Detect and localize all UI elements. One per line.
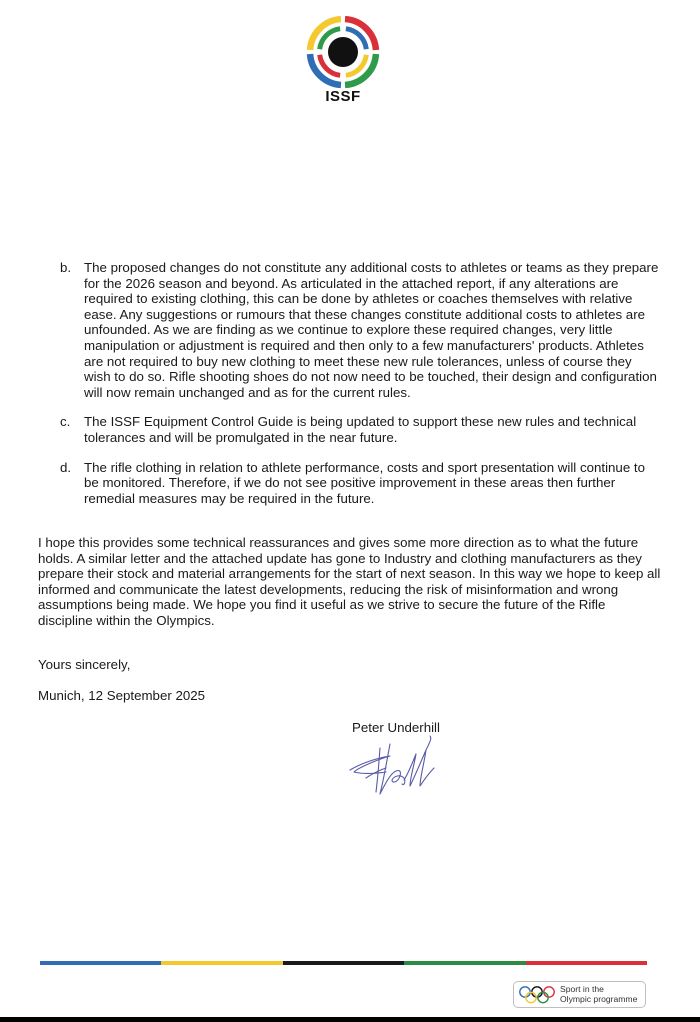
stripe-segment-black (283, 961, 404, 965)
list-item-text: The proposed changes do not constitute any additional costs to athletes or teams as they prepare for the 2026 season and beyond. As articulated in the attached report, if any alterations are required to existing clothing, this can be done by athletes or coaches themselves with relative ease. Any suggestions or rumours that these changes constitute additional costs to athletes are unfounded. As we are finding as we continue to explore these required changes, very little manipulation or adjustment is required and then only to a few manufacturers' products. Athletes are not required to buy new clothing to meet these new rule tolerances, unless of course they wish to do so. Rifle shooting shoes do not now need to be touched, their design and configuration will now remain unchanged and as for the current rules. (84, 260, 659, 400)
signature-icon (346, 734, 442, 798)
stripe-segment-red (526, 961, 647, 965)
list-marker: d. (60, 459, 72, 475)
place-and-date: Munich, 12 September 2025 (38, 688, 206, 703)
badge-text (560, 985, 637, 1004)
stripe-segment-yellow (161, 961, 282, 965)
olympic-programme-badge (513, 981, 646, 1008)
list-marker: b. (60, 260, 72, 275)
signer-name: Peter Underhill (352, 720, 440, 735)
list-item-text: The ISSF Equipment Control Guide is being updated to support these new rules and technical tolerances and will be promulgated in the near future. (84, 414, 637, 445)
badge-line-2: Olympic programme (560, 993, 638, 1004)
list-item (60, 260, 660, 400)
stripe-segment-green (404, 961, 525, 965)
closing-paragraph: I hope this provides some technical reassurances and gives some more direction as to what the future holds. A similar letter and the attached update has gone to Industry and clothing manufacturers as they prepare their stock and material arrangements for the start of next season. In this way we hope to keep all informed and communicate the latest developments, reducing the risk of misinformation and wrong assumptions being made. We hope you find it useful as we strive to secure the future of the Rifle discipline within the Olympics. (38, 535, 661, 628)
bottom-black-bar (0, 1017, 700, 1022)
badge-line-1: Sport in the (560, 984, 604, 994)
issf-target-logo-icon (303, 12, 383, 92)
list-item (60, 414, 660, 445)
closing-salutation: Yours sincerely, (38, 657, 131, 672)
list-item (60, 460, 660, 507)
numbered-list (60, 260, 660, 520)
stripe-segment-blue (40, 961, 161, 965)
logo-center-dot (328, 37, 358, 67)
list-item-text: The rifle clothing in relation to athlete performance, costs and sport presentation will continue to be monitored. Therefore, if we do not see positive improvement in these areas then further remedial measures may be required in the future. (84, 459, 645, 506)
olympic-color-stripe (40, 961, 647, 965)
org-name: ISSF (325, 88, 361, 105)
list-marker: c. (60, 414, 71, 430)
olympic-rings-icon (518, 985, 556, 1005)
